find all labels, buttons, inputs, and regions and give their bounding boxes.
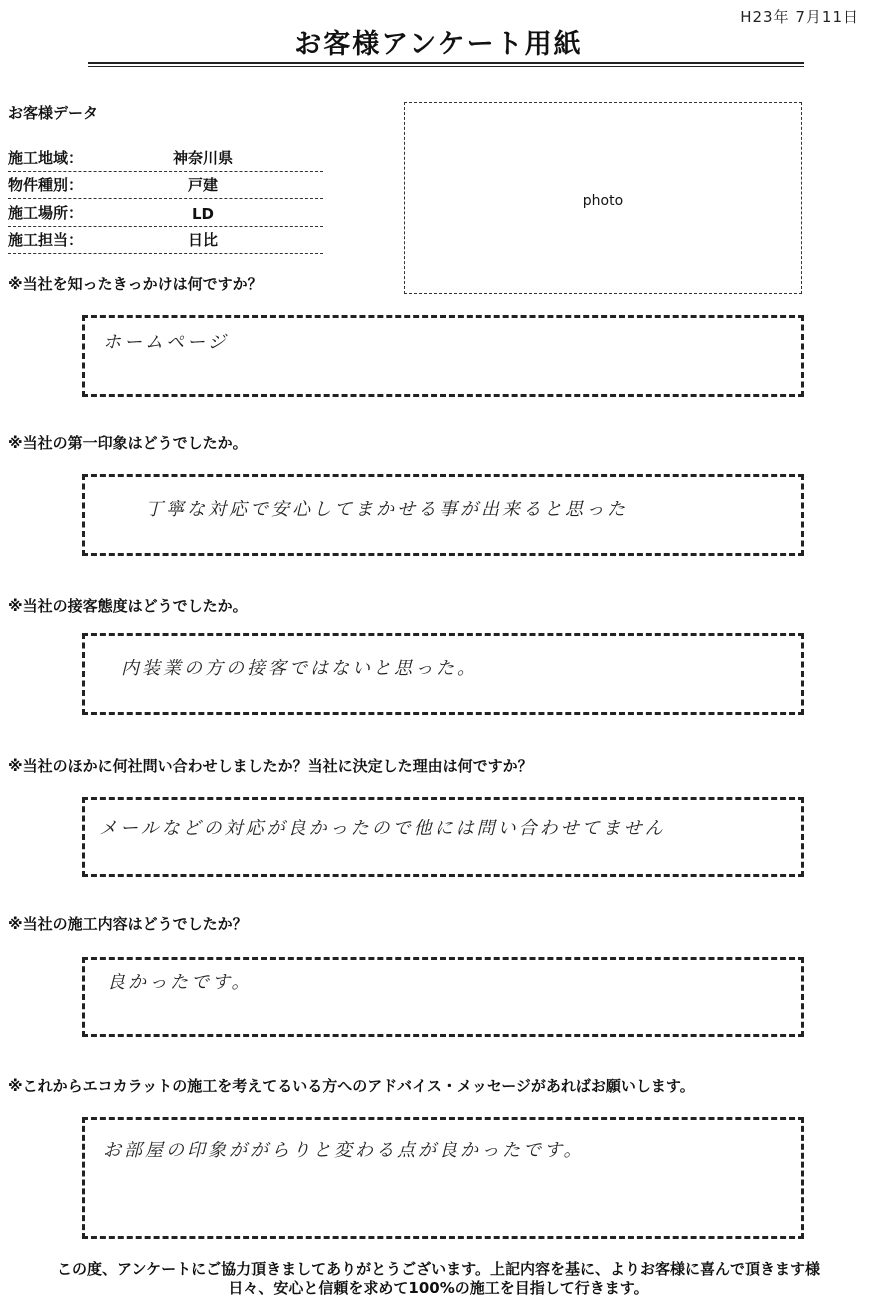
answer-4: メールなどの対応が良かったので他には問い合わせてません xyxy=(99,818,666,839)
answer-5: 良かったです。 xyxy=(107,972,253,993)
title-underline xyxy=(88,62,804,64)
title-underline-thin xyxy=(88,66,804,67)
question-2: ※当社の第一印象はどうでしたか。 xyxy=(8,434,248,452)
customer-data-heading: お客様データ xyxy=(8,104,99,122)
answer-3: 内装業の方の接客ではないと思った。 xyxy=(121,658,478,679)
info-value: 神奈川県 xyxy=(172,149,233,167)
footer-line-2: 日々、安心と信頼を求めて100%の施工を目指して行きます。 xyxy=(228,1279,649,1297)
info-label: 施工地域： xyxy=(8,149,84,167)
answer-1: ホームページ xyxy=(103,332,229,353)
photo-label: photo xyxy=(582,193,624,209)
answer-box-1 xyxy=(82,315,804,397)
answer-box-2 xyxy=(82,474,804,556)
info-label: 施工場所： xyxy=(8,204,84,222)
answer-2: 丁寧な対応で安心してまかせる事が出来ると思った xyxy=(145,499,628,520)
info-value: 戸建 xyxy=(187,176,218,194)
info-row-staff xyxy=(8,227,323,254)
answer-box-6 xyxy=(82,1117,804,1239)
question-1: ※当社を知ったきっかけは何ですか？ xyxy=(8,275,263,293)
info-label: 施工担当： xyxy=(8,231,84,249)
info-label: 物件種別： xyxy=(8,176,84,194)
question-6: ※これからエコカラットの施工を考えてるいる方へのアドバイス・メッセージがあればお願いします。 xyxy=(8,1077,695,1095)
info-row-property-type xyxy=(8,172,323,199)
answer-box-4 xyxy=(82,797,804,877)
footer-line-1: この度、アンケートにご協力頂きましてありがとうございます。上記内容を基に、よりお客様に喜んで頂きます様 xyxy=(57,1260,820,1278)
info-row-area xyxy=(8,145,323,172)
page-title: お客様アンケート用紙 xyxy=(294,29,583,60)
info-value: 日比 xyxy=(187,231,218,249)
answer-box-5 xyxy=(82,957,804,1037)
answer-box-3 xyxy=(82,633,804,715)
answer-6: お部屋の印象ががらりと変わる点が良かったです。 xyxy=(103,1140,585,1161)
info-row-location xyxy=(8,200,323,227)
info-value: LD xyxy=(191,205,214,223)
question-3: ※当社の接客態度はどうでしたか。 xyxy=(8,597,248,615)
question-5: ※当社の施工内容はどうでしたか？ xyxy=(8,915,248,933)
photo-box xyxy=(404,102,802,294)
survey-date: H23年 7月11日 xyxy=(740,8,859,26)
question-4: ※当社のほかに何社問い合わせしましたか？当社に決定した理由は何ですか？ xyxy=(8,757,533,775)
